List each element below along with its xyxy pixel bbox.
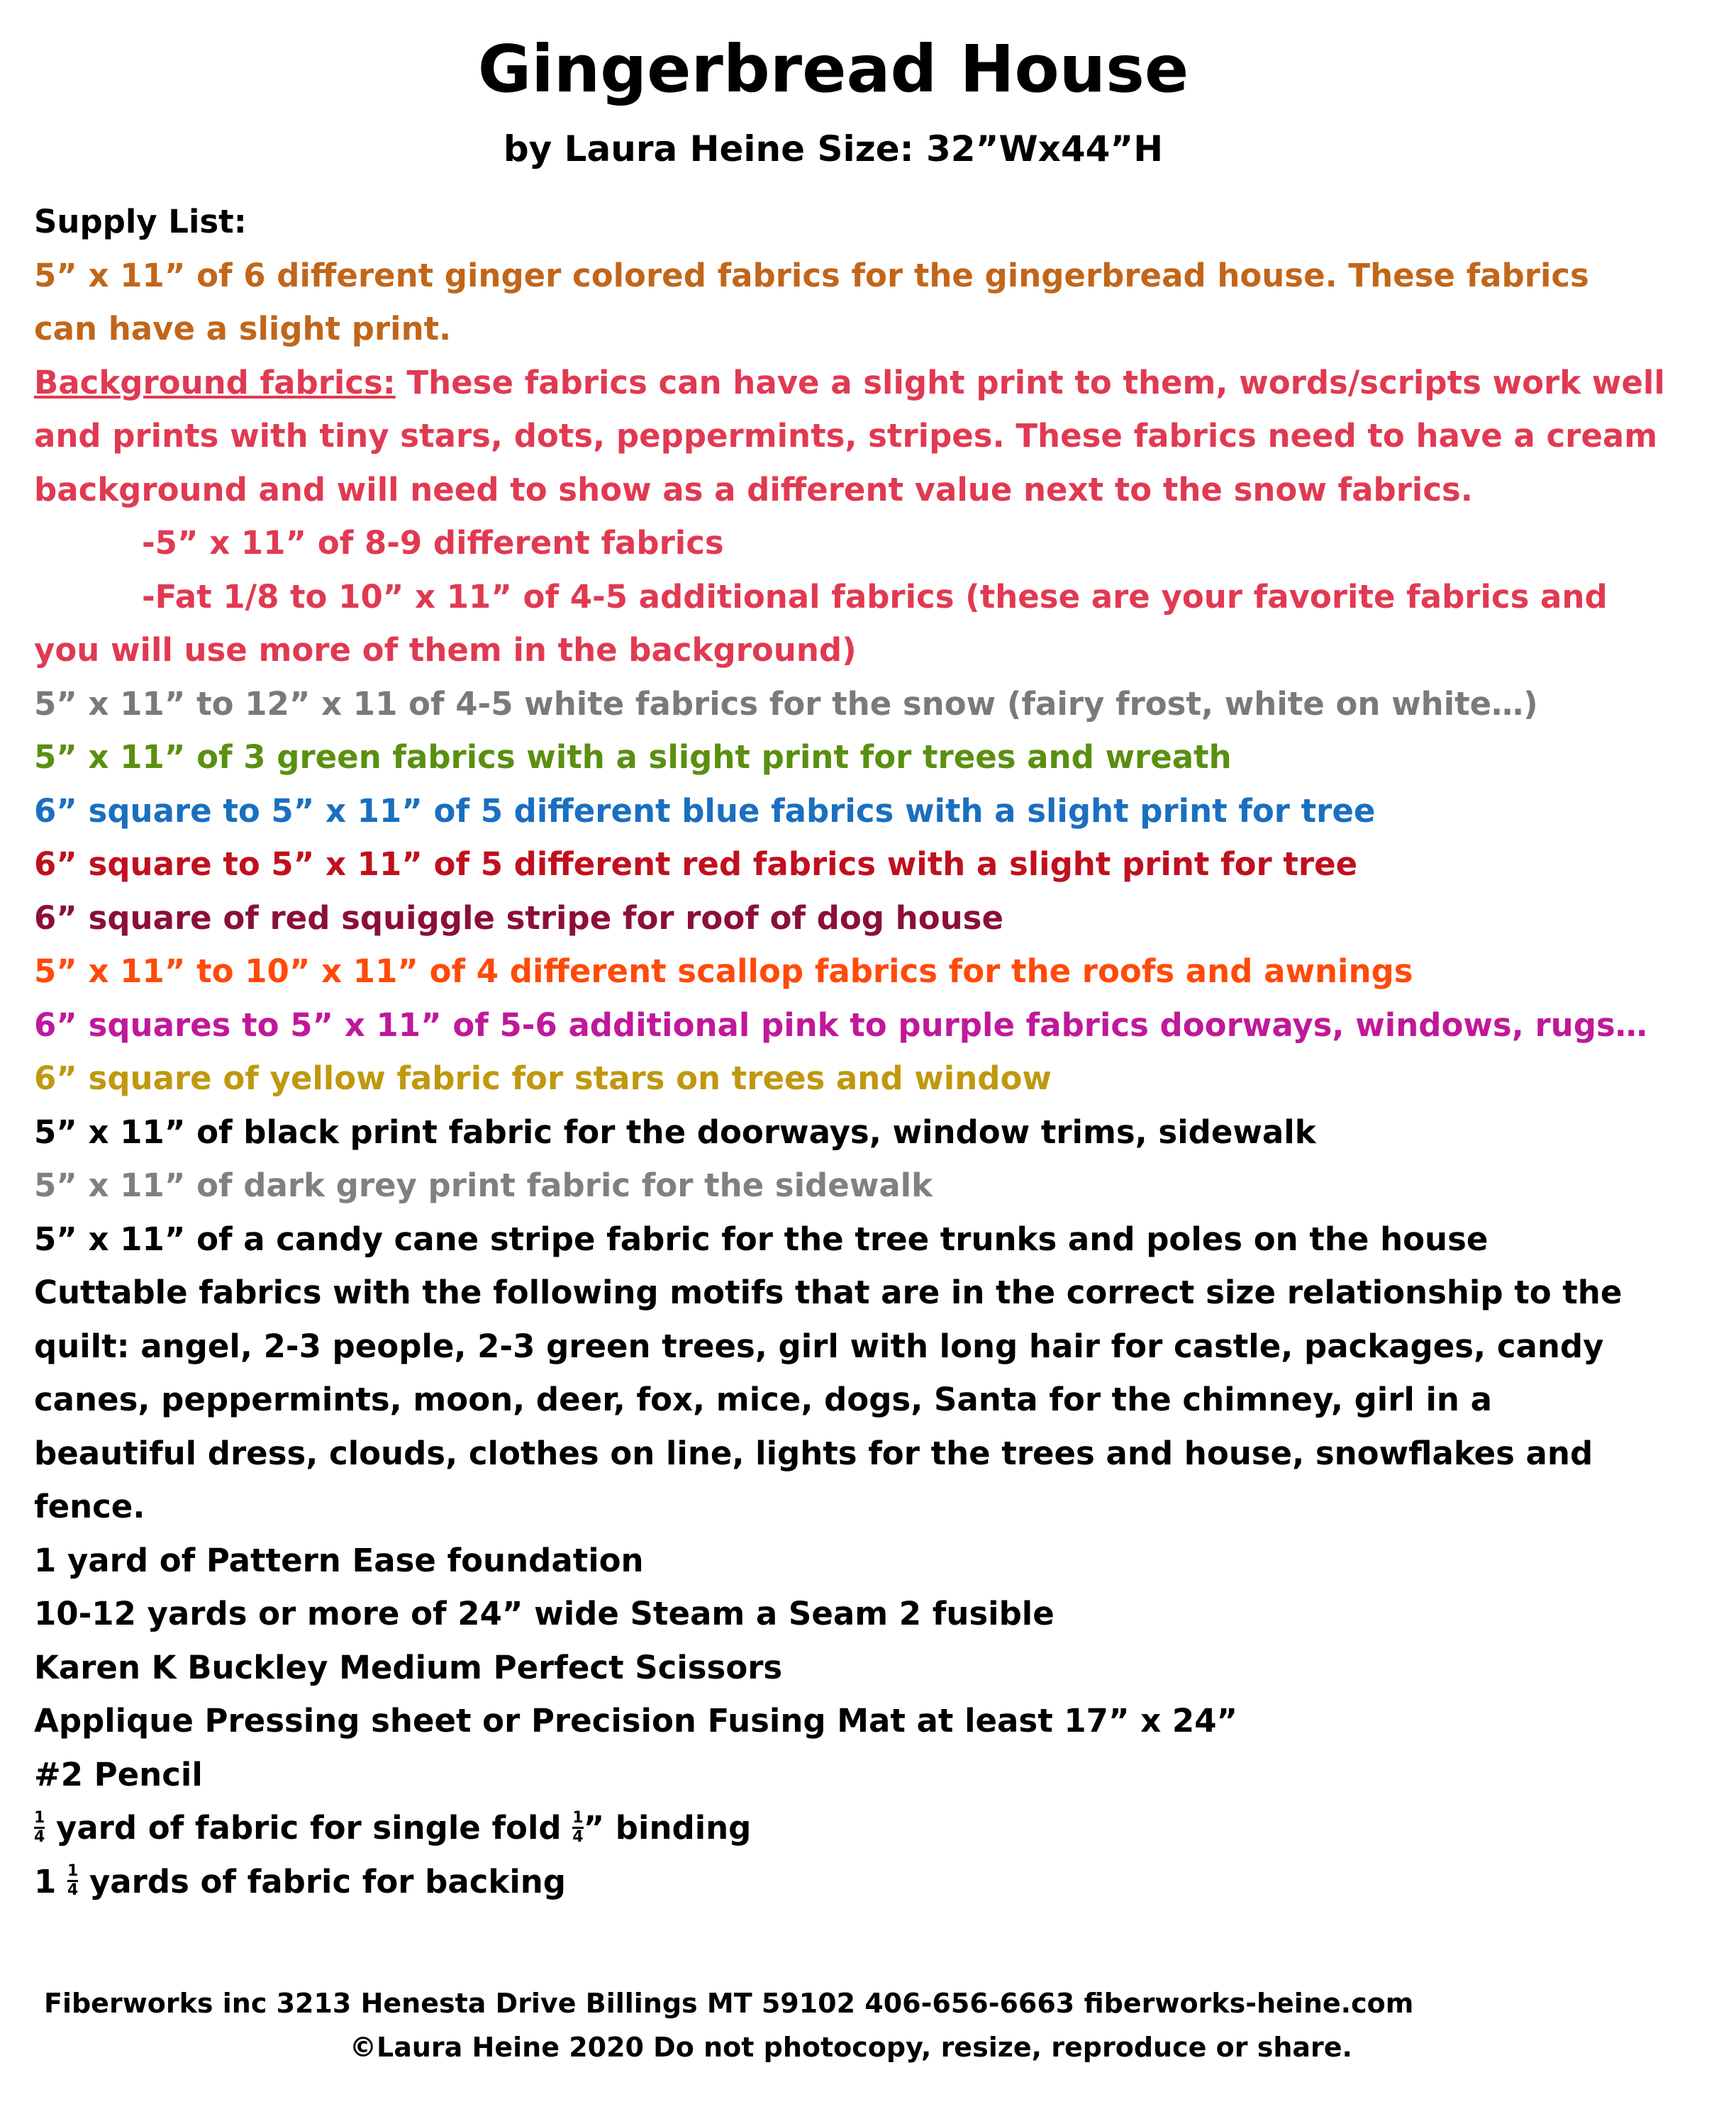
pencil-line: #2 Pencil <box>34 1755 203 1793</box>
background-fabrics-line-1 <box>34 356 1686 410</box>
backing-prefix: 1 <box>34 1862 67 1900</box>
background-fabrics-line-3: background and will need to show as a different value next to the snow fabrics. <box>34 470 1473 508</box>
backing-text: yards of fabric for backing <box>78 1862 566 1900</box>
background-sub-item-2-cont: you will use more of them in the background) <box>34 631 857 669</box>
background-sub-item-2: -Fat 1/8 to 10” x 11” of 4-5 additional fabrics (these are your favorite fabrics and <box>142 577 1608 616</box>
yellow-fabric-line: 6” square of yellow fabric for stars on trees and window <box>34 1059 1052 1097</box>
ginger-fabrics-line-1: 5” x 11” of 6 different ginger colored fabrics for the gingerbread house. These fabrics <box>34 256 1589 294</box>
supply-list <box>34 195 1686 1908</box>
background-fabrics-label: Background fabrics: <box>34 363 396 401</box>
scallop-fabrics-line: 5” x 11” to 10” x 11” of 4 different scallop fabrics for the roofs and awnings <box>34 952 1413 990</box>
blue-fabrics-line: 6” square to 5” x 11” of 5 different blue fabrics with a slight print for tree <box>34 791 1376 830</box>
footer-contact: Fiberworks inc 3213 Henesta Drive Billings MT 59102 406-656-6663 fiberworks-heine.com <box>44 1988 1414 2019</box>
white-fabrics-line: 5” x 11” to 12” x 11 of 4-5 white fabrics for the snow (fairy frost, white on white…) <box>34 684 1538 723</box>
page-title: Gingerbread House <box>477 31 1189 107</box>
pattern-ease-line: 1 yard of Pattern Ease foundation <box>34 1541 644 1579</box>
background-sub-item-1: -5” x 11” of 8-9 different fabrics <box>142 524 724 562</box>
quarter-fraction: $\frac{1}{4}$ <box>34 1808 45 1846</box>
scissors-line: Karen K Buckley Medium Perfect Scissors <box>34 1648 783 1686</box>
motifs-line-2: quilt: angel, 2-3 people, 2-3 green trees, girl with long hair for castle, packages, candy <box>34 1327 1604 1365</box>
supply-list-heading: Supply List: <box>34 203 247 240</box>
pink-purple-fabrics-line: 6” squares to 5” x 11” of 5-6 additional pink to purple fabrics doorways, windows, rugs… <box>34 1006 1647 1044</box>
quarter-fraction: $\frac{1}{4}$ <box>572 1808 584 1846</box>
squiggle-stripe-line: 6” square of red squiggle stripe for roof of dog house <box>34 898 1003 937</box>
background-fabrics-text: These fabrics can have a slight print to them, words/scripts work well <box>395 363 1665 401</box>
steam-a-seam-line: 10-12 yards or more of 24” wide Steam a Seam 2 fusible <box>34 1595 1055 1632</box>
pressing-sheet-line: Applique Pressing sheet or Precision Fusing Mat at least 17” x 24” <box>34 1702 1238 1740</box>
page-subtitle: by Laura Heine Size: 32”Wx44”H <box>503 128 1164 169</box>
red-fabrics-line: 6” square to 5” x 11” of 5 different red fabrics with a slight print for tree <box>34 845 1358 883</box>
motifs-line-5: fence. <box>34 1488 145 1525</box>
motifs-line-3: canes, peppermints, moon, deer, fox, mice, dogs, Santa for the chimney, girl in a <box>34 1381 1493 1418</box>
candy-cane-stripe-line: 5” x 11” of a candy cane stripe fabric for the tree trunks and poles on the house <box>34 1220 1489 1258</box>
dark-grey-print-line: 5” x 11” of dark grey print fabric for the sidewalk <box>34 1167 933 1204</box>
binding-line <box>34 1801 1686 1855</box>
green-fabrics-line: 5” x 11” of 3 green fabrics with a slight print for trees and wreath <box>34 738 1232 776</box>
ginger-fabrics-line-2: can have a slight print. <box>34 310 452 347</box>
motifs-line-1: Cuttable fabrics with the following motifs that are in the correct size relationship to the <box>34 1274 1623 1311</box>
binding-text-b: ” binding <box>583 1809 752 1847</box>
backing-line <box>34 1855 1686 1909</box>
black-print-line: 5” x 11” of black print fabric for the doorways, window trims, sidewalk <box>34 1113 1316 1151</box>
motifs-line-4: beautiful dress, clouds, clothes on line, lights for the trees and house, snowflakes and <box>34 1434 1593 1472</box>
binding-text-a: yard of fabric for single fold <box>45 1809 573 1847</box>
quarter-fraction: $\frac{1}{4}$ <box>67 1862 79 1899</box>
footer-copyright: ©Laura Heine 2020 Do not photocopy, resize, reproduce or share. <box>350 2032 1352 2063</box>
background-fabrics-line-2: and prints with tiny stars, dots, peppermints, stripes. These fabrics need to have a cream <box>34 417 1658 455</box>
